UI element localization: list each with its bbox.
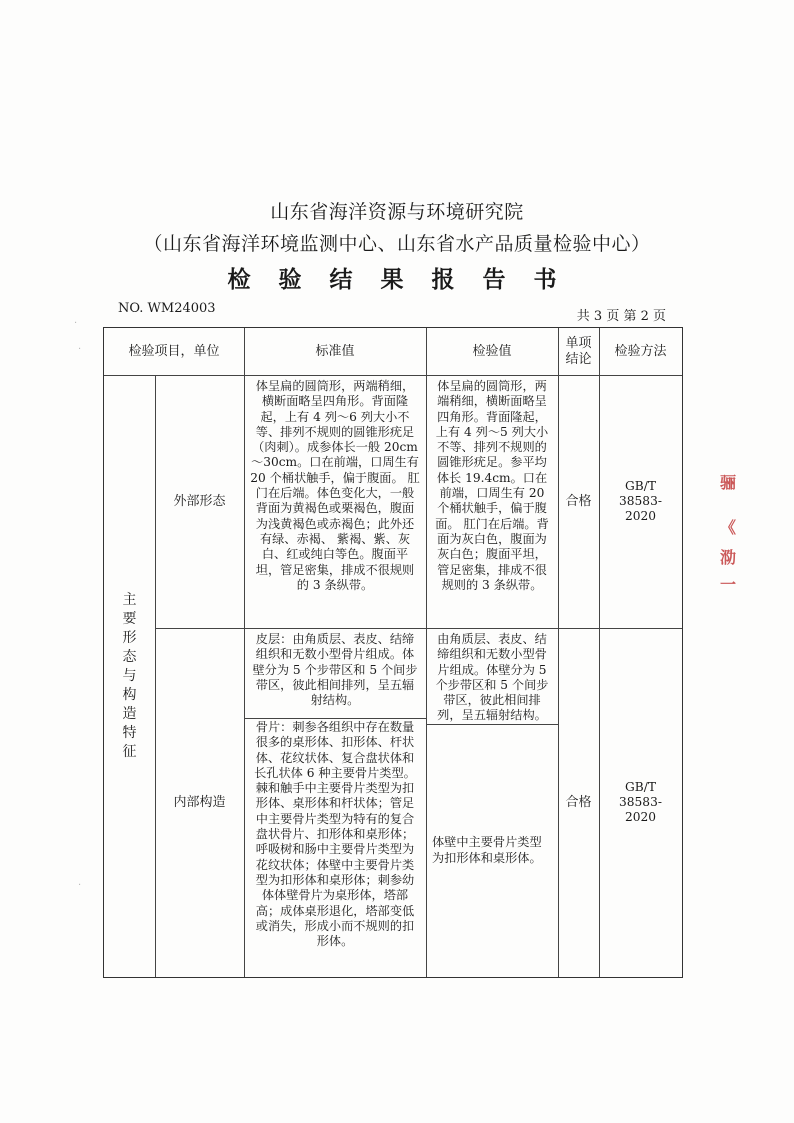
seal-fragment: 泐	[719, 548, 736, 567]
scan-speck: ·	[78, 344, 82, 355]
report-number: NO. WM24003	[118, 301, 216, 316]
standard-external: 体呈扁的圆筒形，两端稍细，横断面略呈四角形。背面隆起，上有 4 列～6 列大小不等、排列不规则的圆锥形疣足（肉刺）。成参体长一般 20cm～30cm。口在前端，口周生有 20 个桶状触手，偏于腹面。 肛门在后端。体色变化大，一般背面为黄褐色或栗褐色，腹面为浅黄褐色或赤褐色；此外还有绿、赤褐、 紫褐、紫、灰白、红或纯白等色。腹面平坦，管足密集，排成不很规则的 3 条纵带。	[250, 379, 420, 592]
conclusion-external: 合格	[565, 493, 592, 509]
header-method: 检验方法	[614, 343, 667, 359]
category-label: 主要形态与构造特征	[122, 591, 137, 760]
scan-speck: ·	[78, 880, 82, 891]
result-internal-ossicle: 体壁中主要骨片类型为扣形体和桌形体。	[432, 835, 542, 865]
standard-internal-skin: 皮层：由角质层、表皮、结缔组织和无数小型骨片组成。体壁分为 5 个步带区和 5 个间步带区，彼此相间排列，呈五辐射结构。	[252, 632, 418, 708]
document-title: 检 验 结 果 报 告 书	[227, 266, 567, 293]
category-cell	[104, 375, 155, 977]
result-external: 体呈扁的圆筒形，两端稍细，横断面略呈四角形。背面隆起，上有 4 列～5 列大小不等、排列不规则的圆锥形疣足。参平均体长 19.4cm。口在前端，口周生有 20 个桶状触手，偏于腹面。 肛门在后端。背面为灰白色，腹面为灰白色；腹面平坦，管足密集，排成不很规则的 3 条纵带。	[435, 379, 549, 592]
seal-fragment: 骊	[719, 473, 736, 492]
method-internal: GB/T 38583-2020	[619, 779, 662, 825]
seal-fragment: 《	[719, 518, 736, 537]
header-conclusion: 单项结论	[565, 335, 592, 367]
row-name-external: 外部形态	[173, 493, 226, 509]
result-internal-skin: 由角质层、表皮、结缔组织和无数小型骨片组成。体壁分为 5 个步带区和 5 个间步带区，彼此相间排列，呈五辐射结构。	[435, 632, 549, 723]
standard-internal-ossicle: 骨片：刺参各组织中存在数量很多的桌形体、扣形体、杆状体、花纹状体、复合盘状体和长孔状体 6 种主要骨片类型。棘和触手中主要骨片类型为扣形体、桌形体和杆状体；管足中主要骨片类型为特有的复合盘状骨片、扣形体和桌形体；呼吸树和肠中主要骨片类型为花纹状体；体壁中主要骨片类型为扣形体和桌形体；刺参幼体体壁骨片为桌形体，塔部高；成体桌形退化，塔部变低或消失，形成小而不规则的扣形体。	[254, 720, 416, 949]
header-item-unit: 检验项目，单位	[128, 343, 220, 359]
header-result: 检验值	[472, 343, 512, 359]
header-standard: 标准值	[315, 343, 355, 359]
conclusion-internal: 合格	[565, 794, 592, 810]
institute-name: 山东省海洋资源与环境研究院	[270, 201, 524, 223]
page-indicator: 共 3 页 第 2 页	[576, 309, 666, 324]
scan-speck: ·	[74, 318, 78, 329]
row-name-internal: 内部构造	[173, 794, 226, 810]
seal-fragment: 一	[719, 575, 736, 594]
sub-institute-names: （山东省海洋环境监测中心、山东省水产品质量检验中心）	[143, 233, 651, 255]
method-external: GB/T 38583-2020	[619, 478, 662, 524]
inspection-table	[103, 327, 683, 978]
